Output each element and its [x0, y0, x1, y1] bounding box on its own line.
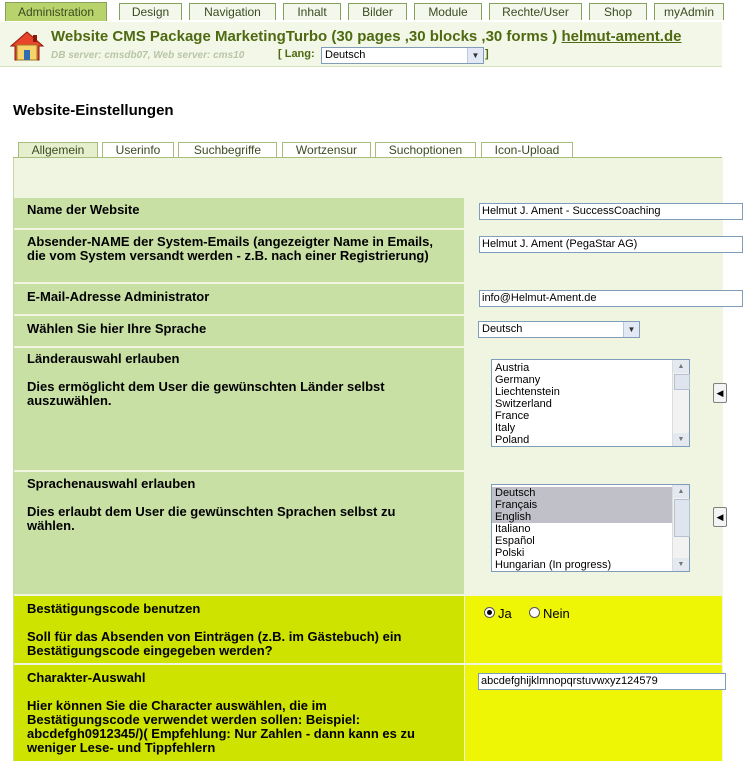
admin-email-input[interactable]: info@Helmut-Ament.de — [479, 290, 743, 307]
subtab-wortzensur[interactable]: Wortzensur — [282, 142, 371, 158]
languages-label: Sprachenauswahl erlauben — [27, 476, 196, 491]
language-select-value: Deutsch — [482, 323, 523, 335]
captcha-no-label: Nein — [542, 606, 570, 621]
charset-input[interactable]: abcdefghijklmnopqrstuvwxyz124579 — [478, 673, 726, 690]
header-language-select[interactable] — [321, 47, 484, 64]
list-item[interactable]: Italiano — [495, 523, 531, 535]
lang-bracket: ] — [485, 48, 489, 60]
list-item[interactable]: Español — [495, 535, 535, 547]
list-item[interactable]: Liechtenstein — [495, 386, 560, 398]
countries-label: Länderauswahl erlauben — [27, 351, 180, 366]
languages-description: Dies erlaubt dem User die gewünschten Sprachen selbst zu wählen. — [27, 504, 396, 533]
move-left-button[interactable]: ◀ — [713, 507, 727, 527]
list-item[interactable]: Hungarian (In progress) — [495, 559, 612, 571]
charset-cell — [14, 665, 464, 761]
list-item[interactable]: Français — [492, 499, 689, 511]
tab-administration[interactable]: Administration — [5, 2, 107, 21]
row-site-name — [14, 198, 722, 228]
scroll-down-icon[interactable]: ▼ — [673, 558, 689, 571]
home-icon[interactable] — [10, 31, 44, 61]
captcha-no-radio[interactable] — [529, 607, 540, 618]
chevron-down-icon[interactable]: ▼ — [467, 48, 483, 63]
list-item[interactable]: Deutsch — [492, 487, 689, 499]
countries-scrollbar[interactable] — [672, 360, 689, 446]
server-info: DB server: cmsdb07, Web server: cms10 — [51, 50, 245, 61]
site-name-label: Name der Website — [27, 202, 140, 217]
captcha-radio-group — [484, 606, 570, 621]
list-item[interactable]: English — [492, 511, 689, 523]
tab-shop[interactable]: Shop — [589, 3, 647, 20]
languages-listbox[interactable] — [491, 484, 690, 572]
page-title: Website-Einstellungen — [13, 102, 174, 119]
row-captcha — [14, 596, 722, 663]
scroll-up-icon[interactable]: ▲ — [673, 360, 689, 373]
language-cell — [14, 316, 464, 346]
scroll-thumb[interactable] — [674, 499, 690, 537]
charset-label: Charakter-Auswahl — [27, 670, 146, 685]
scroll-up-icon[interactable]: ▲ — [673, 485, 689, 498]
subtab-allgemein[interactable]: Allgemein — [18, 142, 98, 158]
site-name-input[interactable]: Helmut J. Ament - SuccessCoaching — [479, 203, 743, 220]
captcha-label: Bestätigungscode benutzen — [27, 601, 201, 616]
countries-description: Dies ermöglicht dem User die gewünschten Länder selbst auszuwählen. — [27, 379, 385, 408]
scroll-down-icon[interactable]: ▼ — [673, 433, 689, 446]
list-item[interactable]: Switzerland — [495, 398, 552, 410]
admin-email-label: E-Mail-Adresse Administrator — [27, 289, 210, 304]
tab-design[interactable]: Design — [119, 3, 182, 20]
tab-myadmin[interactable]: myAdmin — [654, 3, 724, 20]
list-item[interactable]: Italy — [495, 422, 516, 434]
sender-cell — [14, 230, 464, 282]
tab-bilder[interactable]: Bilder — [348, 3, 407, 20]
top-navigation — [0, 0, 722, 23]
sender-name-input[interactable]: Helmut J. Ament (PegaStar AG) — [479, 236, 743, 253]
tab-module[interactable]: Module — [414, 3, 482, 20]
subtab-userinfo[interactable]: Userinfo — [102, 142, 174, 158]
language-label: Wählen Sie hier Ihre Sprache — [27, 321, 207, 336]
chevron-down-icon[interactable]: ▼ — [623, 322, 639, 337]
countries-listbox[interactable] — [491, 359, 690, 447]
scroll-thumb[interactable] — [674, 374, 690, 390]
list-item[interactable]: Polski — [495, 547, 525, 559]
lang-label: [ Lang: — [278, 48, 315, 60]
subtab-suchoptionen[interactable]: Suchoptionen — [375, 142, 476, 158]
language-select[interactable] — [478, 321, 640, 338]
captcha-yes-radio[interactable] — [484, 607, 495, 618]
subtab-icon-upload[interactable]: Icon-Upload — [481, 142, 573, 158]
site-domain-link[interactable]: helmut-ament.de — [561, 28, 682, 45]
list-item[interactable]: Austria — [495, 362, 530, 374]
subtab-suchbegriffe[interactable]: Suchbegriffe — [178, 142, 277, 158]
list-item[interactable]: Poland — [495, 434, 530, 446]
list-item[interactable]: France — [495, 410, 530, 422]
countries-cell — [14, 348, 464, 470]
row-admin-email — [14, 284, 722, 314]
charset-description: Hier können Sie die Character auswählen, die im Bestätigungscode verwendet werden sollen: Beispiel: abcdefgh0912345/)( Empfehlung: Nur Zahlen - dann kann es zu weniger Lese- und Tippfehlern — [27, 698, 415, 755]
languages-scrollbar[interactable] — [672, 485, 689, 571]
site-header — [0, 22, 722, 67]
captcha-description: Soll für das Absenden von Einträgen (z.B. im Gästebuch) ein Bestätigungscode eingegeben werden? — [27, 629, 402, 658]
tab-inhalt[interactable]: Inhalt — [283, 3, 341, 20]
sender-label: Absender-NAME der System-Emails (angezeigter Name in Emails, die vom System versandt werden - z.B. nach einer Registrierung) — [27, 234, 434, 263]
move-left-button[interactable]: ◀ — [713, 383, 727, 403]
tab-rechte-user[interactable]: Rechte/User — [489, 3, 582, 20]
captcha-yes-label: Ja — [498, 606, 512, 621]
header-language-value: Deutsch — [325, 49, 366, 61]
tab-navigation[interactable]: Navigation — [189, 3, 276, 20]
list-item[interactable]: Germany — [495, 374, 541, 386]
languages-cell — [14, 472, 464, 594]
captcha-cell — [14, 596, 464, 663]
admin-email-cell — [14, 284, 464, 314]
row-sender-name — [14, 230, 722, 282]
site-name-cell — [14, 198, 464, 228]
site-package-title: Website CMS Package MarketingTurbo (30 pages ,30 blocks ,30 forms ) helmut-ament.de — [51, 28, 682, 45]
